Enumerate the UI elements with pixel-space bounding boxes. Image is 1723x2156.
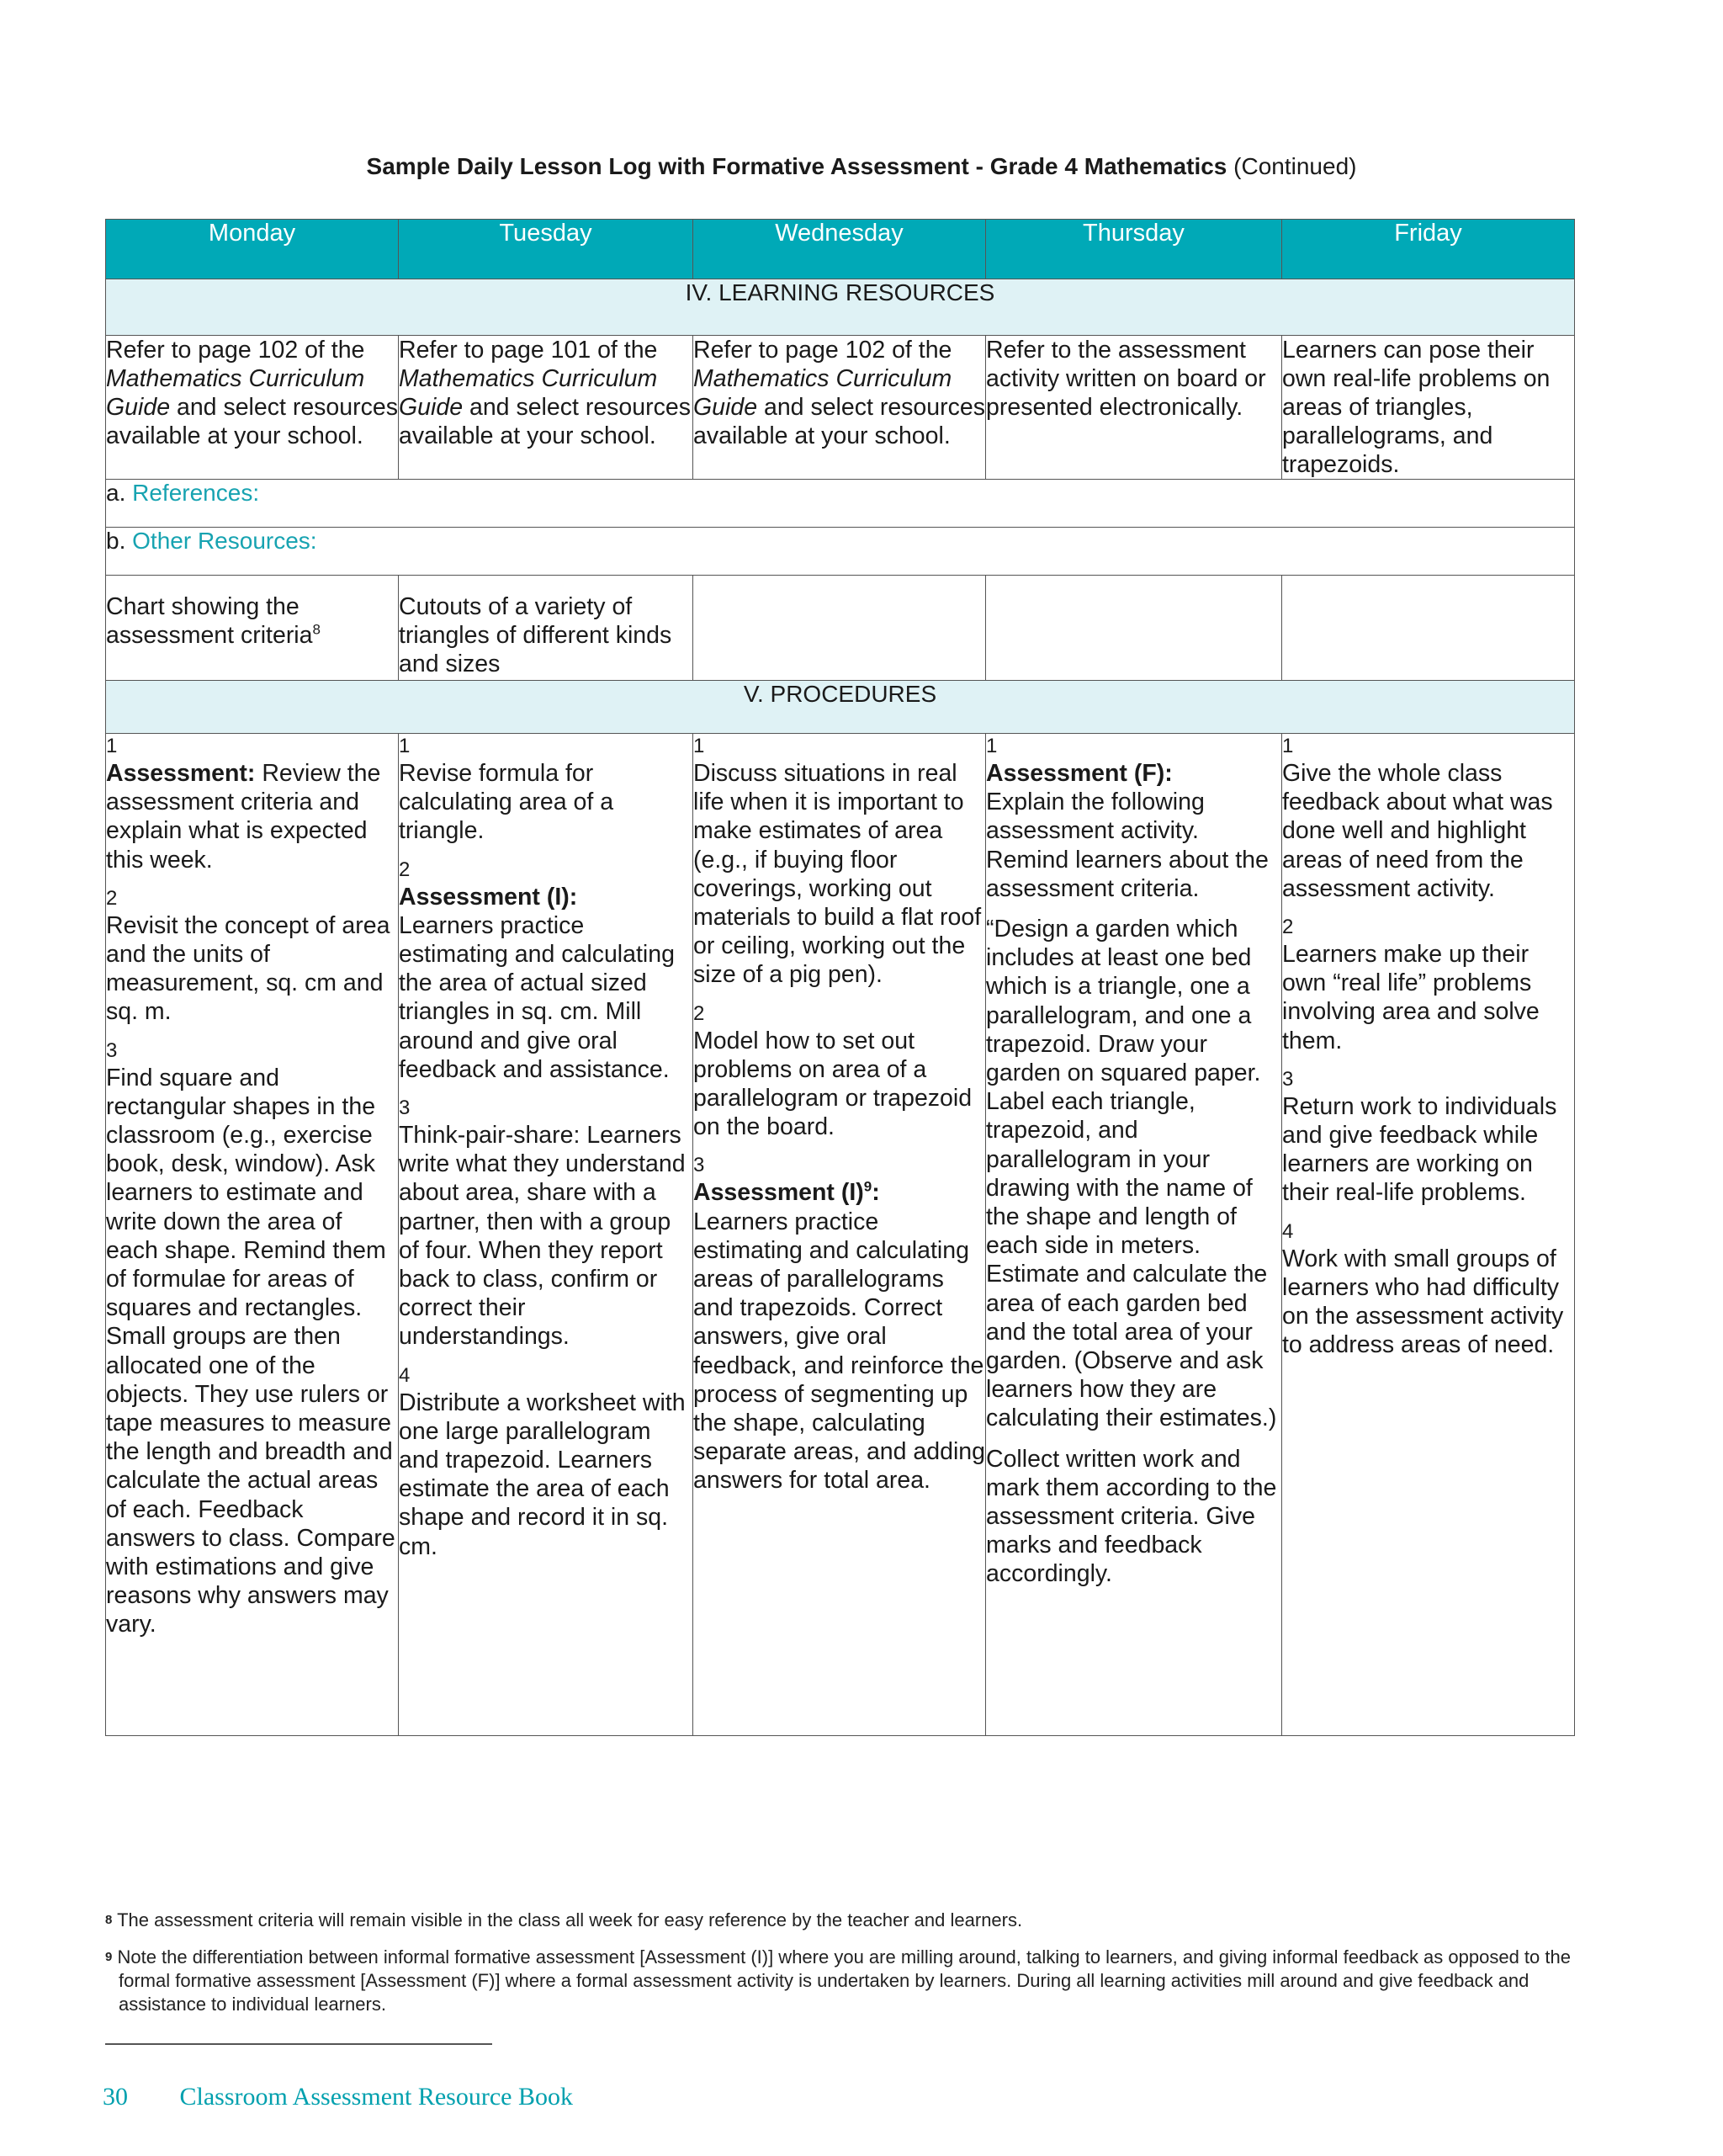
day-header-row — [106, 220, 1575, 279]
page-number: 30 — [103, 2083, 128, 2111]
other-resource-friday — [1282, 576, 1575, 681]
day-header-wednesday: Wednesday — [693, 220, 986, 279]
learning-resources-row — [106, 336, 1575, 480]
other-resource-wednesday — [693, 576, 986, 681]
day-header-tuesday: Tuesday — [399, 220, 693, 279]
footnotes — [105, 1909, 1574, 2030]
other-resources-row: b. Other Resources: — [106, 528, 1575, 576]
procedure-cell-wednesday: 1 Discuss situations in real life when it is important to make estimates of area (e.g., if buying floor coverings, working out materials to build a flat roof or ceiling, working out the size of a pig pen). 2 Model how to set out problems on area of a parallelogram or trapezoid on the board. 3 Assessment $(I)^9$: Learners practice estimating and calculating areas of parallelograms and trapezoids. Correct answers, give oral feedback, and reinforce the process of segmenting up the shape, calculating separate areas, and adding answers for total area. — [693, 734, 986, 1736]
other-resources-label: Other Resources: — [132, 528, 317, 554]
day-header-friday: Friday — [1282, 220, 1575, 279]
other-resource-monday: Chart showing the assessment criteria$^8$ — [106, 576, 399, 681]
references-label: References: — [132, 480, 260, 506]
section-procedures: V. PROCEDURES — [106, 681, 1575, 734]
page-title-main: Sample Daily Lesson Log with Formative Assessment - Grade 4 Mathematics — [366, 153, 1227, 179]
resource-cell-thursday: Refer to the assessment activity written on board or presented electronically. — [986, 336, 1282, 480]
lesson-log-table — [105, 219, 1575, 1736]
section-learning-resources: IV. LEARNING RESOURCES — [106, 279, 1575, 336]
references-row: a. References: — [106, 480, 1575, 528]
procedures-row — [106, 734, 1575, 1736]
footnote-9: $^9$ Note the differentiation between informal formative assessment [Assessment (I)] where you are milling around, talking to learners, and giving informal feedback as opposed to the formal formative assessment [Assessment (F)] where a formal assessment activity is undertaken by learners. During all learning activities mill around and give feedback and assistance to individual learners. — [105, 1946, 1571, 2015]
procedure-cell-monday: 1 Assessment: Review the assessment criteria and explain what is expected this week. 2 Revisit the concept of area and the units of measurement, sq. cm and sq. m. 3 Find square and rectangular shapes in the classroom (e.g., exercise book, desk, window). Ask learners to estimate and write down the area of each shape. Remind them of formulae for areas of squares and rectangles. Small groups are then allocated one of the objects. They use rulers or tape measures to measure the length and breadth and calculate the actual areas of each. Feedback answers to class. Compare with estimations and give reasons why answers may vary. — [106, 734, 399, 1736]
procedure-cell-tuesday: 1 Revise formula for calculating area of a triangle. 2 Assessment (I): Learners practice estimating and calculating the area of actual sized triangles in sq. cm. Mill around and give oral feedback and assistance. 3 Think-pair-share: Learners write what they understand about area, share with a partner, then with a group of four. When they report back to class, confirm or correct their understandings. 4 Distribute a worksheet with one large parallelogram and trapezoid. Learners estimate the area of each shape and record it in sq. cm. — [399, 734, 693, 1736]
footnote-divider — [105, 2043, 492, 2045]
resource-cell-wednesday: Refer to page 102 of the Mathematics Curriculum Guide and select resources available at your school. — [693, 336, 986, 480]
other-resource-thursday — [986, 576, 1282, 681]
page-footer — [103, 2083, 573, 2111]
other-resource-tuesday: Cutouts of a variety of triangles of different kinds and sizes — [399, 576, 693, 681]
page-title — [0, 153, 1723, 180]
page-title-continued: (Continued) — [1233, 153, 1357, 179]
book-title: Classroom Assessment Resource Book — [179, 2083, 573, 2111]
day-header-thursday: Thursday — [986, 220, 1282, 279]
resource-cell-friday: Learners can pose their own real-life problems on areas of triangles, parallelograms, and trapezoids. — [1282, 336, 1575, 480]
procedure-cell-friday: 1 Give the whole class feedback about what was done well and highlight areas of need from the assessment activity. 2 Learners make up their own “real life” problems involving area and solve them. 3 Return work to individuals and give feedback while learners are working on their real-life problems. 4 Work with small groups of learners who had difficulty on the assessment activity to address areas of need. — [1282, 734, 1575, 1736]
resource-cell-tuesday: Refer to page 101 of the Mathematics Curriculum Guide and select resources available at your school. — [399, 336, 693, 480]
day-header-monday: Monday — [106, 220, 399, 279]
resource-cell-monday: Refer to page 102 of the Mathematics Curriculum Guide and select resources available at your school. — [106, 336, 399, 480]
footnote-8: $^8$ The assessment criteria will remain visible in the class all week for easy reference by the teacher and learners. — [105, 1909, 1023, 1930]
other-resources-cells-row — [106, 576, 1575, 681]
procedure-cell-thursday: 1 Assessment (F): Explain the following assessment activity. Remind learners about the assessment criteria. “Design a garden which includes at least one bed which is a triangle, one a parallelogram, and one a trapezoid. Draw your garden on squared paper. Label each triangle, trapezoid, and parallelogram in your drawing with the name of the shape and length of each side in meters. Estimate and calculate the area of each garden bed and the total area of your garden. (Observe and ask learners how they are calculating their estimates.) Collect written work and mark them according to the assessment criteria. Give marks and feedback accordingly. — [986, 734, 1282, 1736]
